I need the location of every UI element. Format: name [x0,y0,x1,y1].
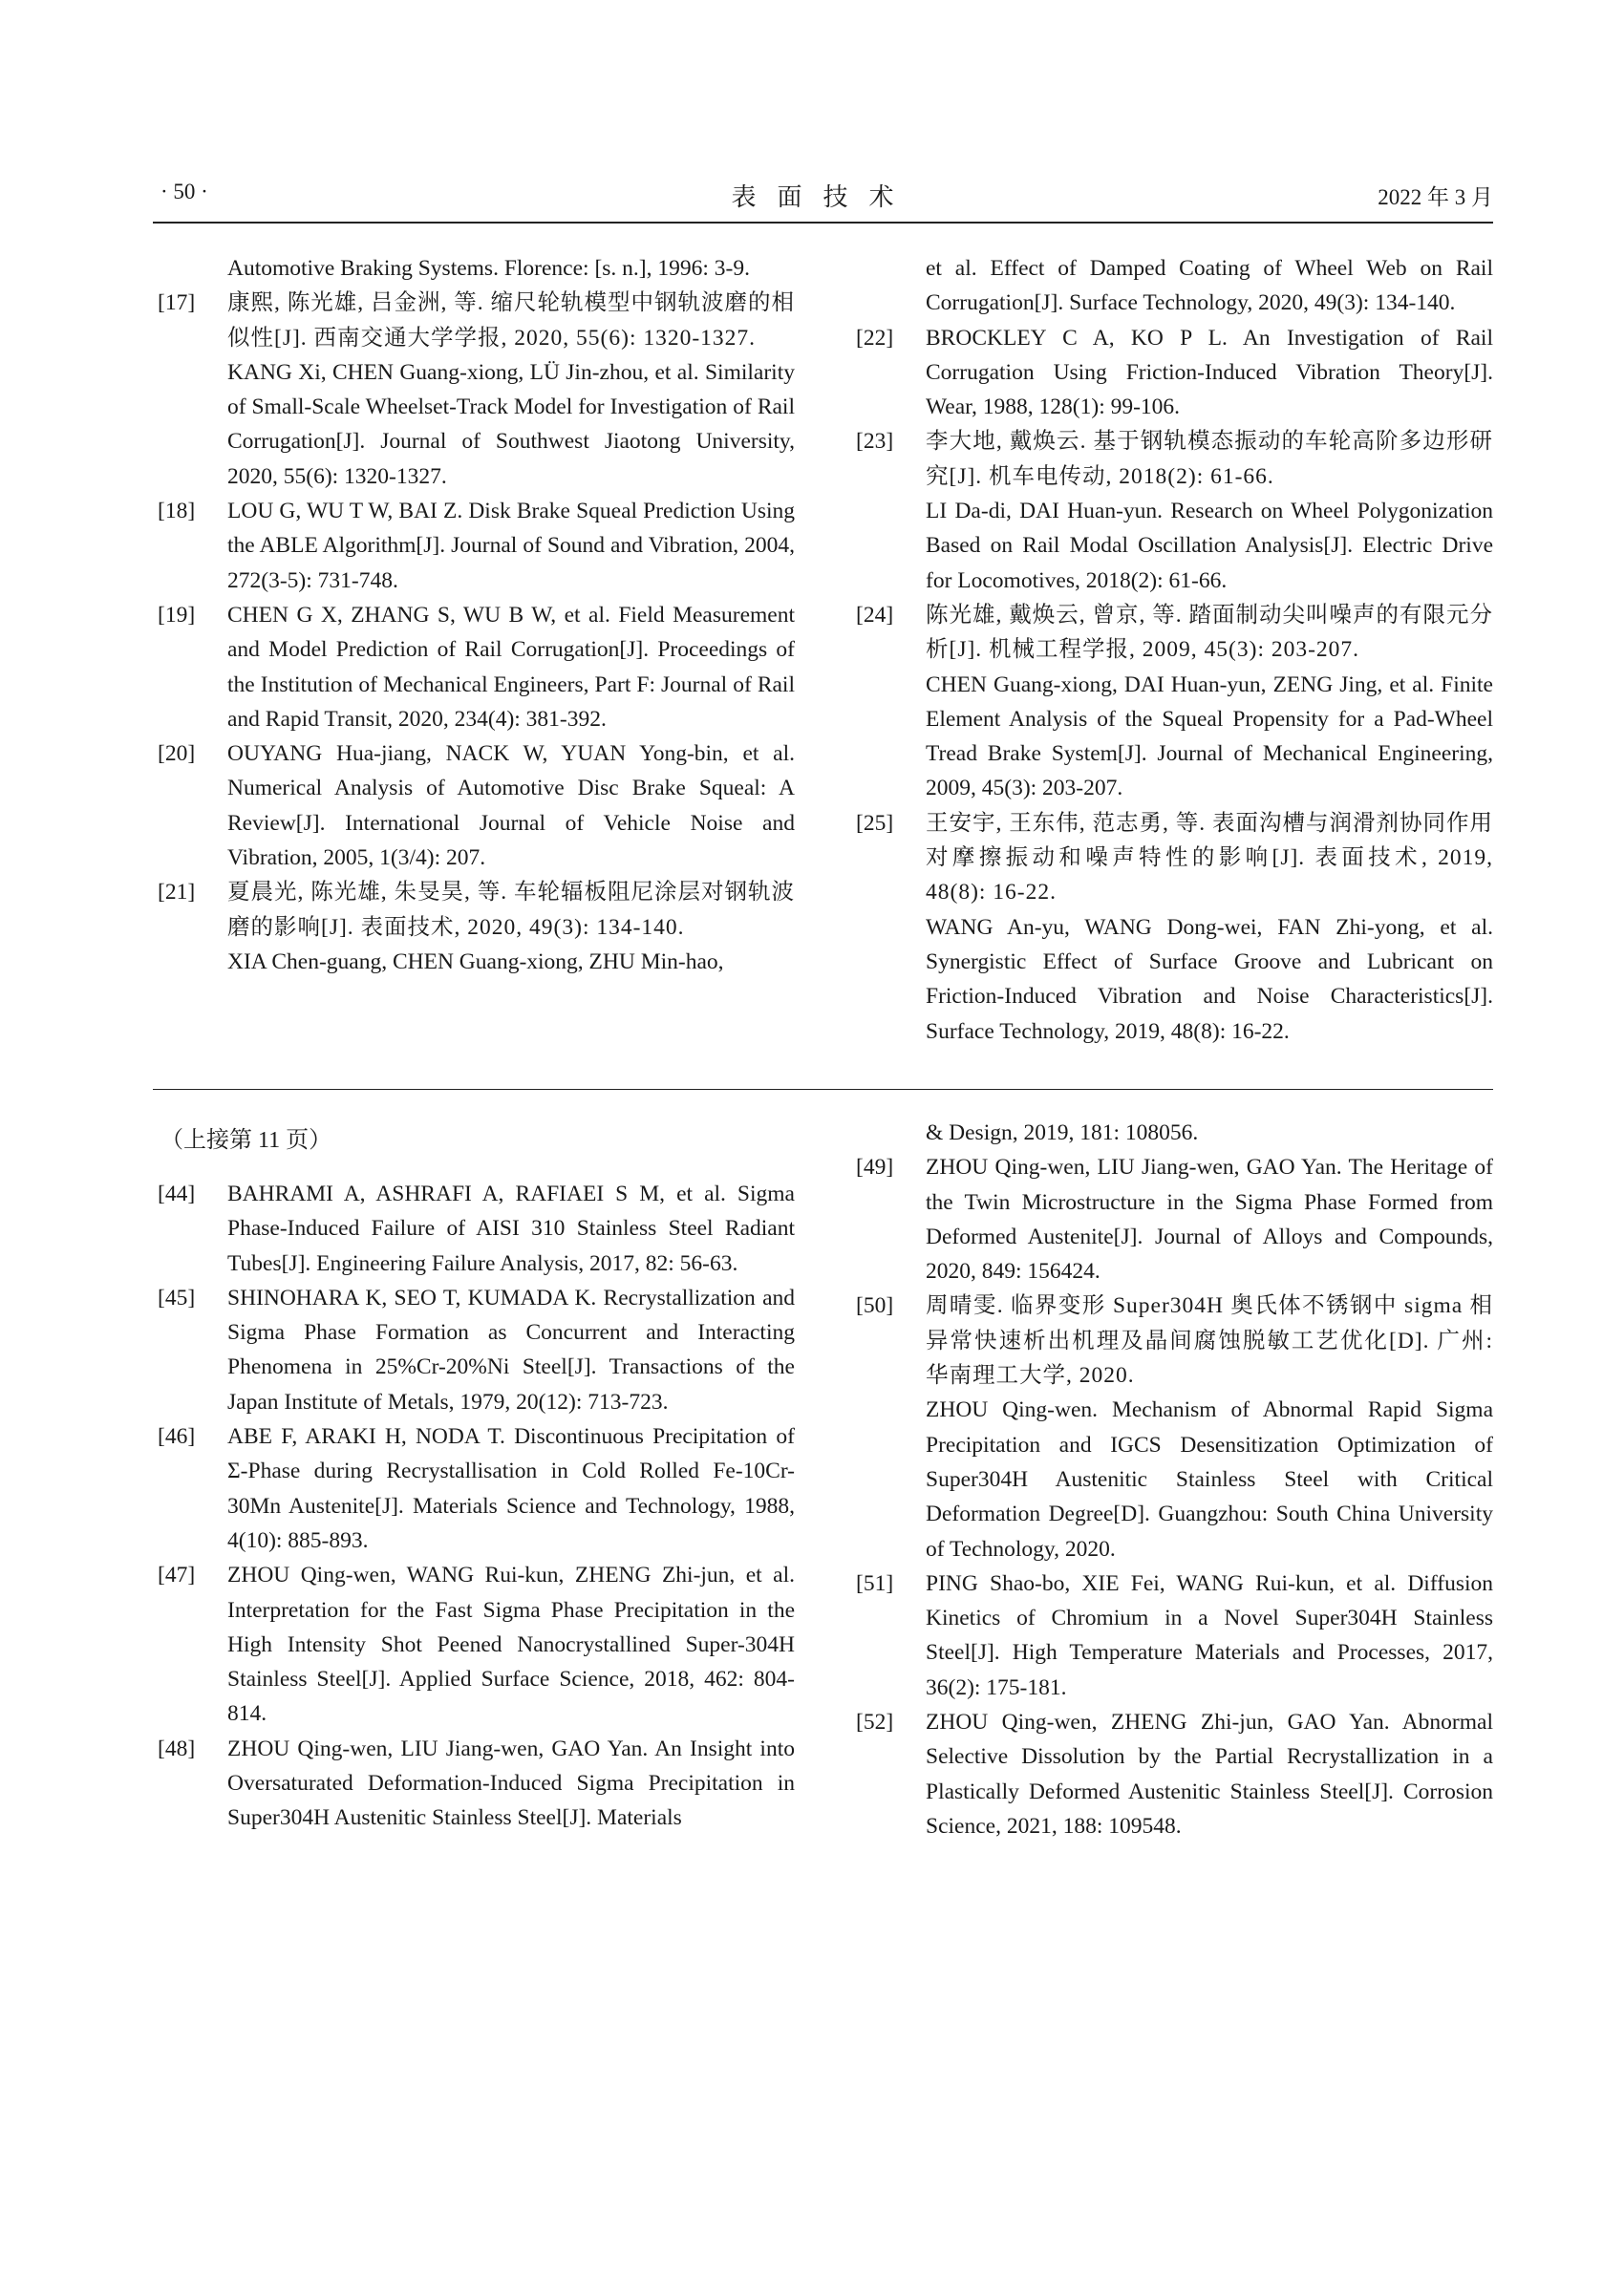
reference-text-english: LI Da-di, DAI Huan-yun. Research on Wheel Polygonization Based on Rail Modal Oscillation Analysis[J]. Electric Drive for Locomotives, 2018(2): 61-66. [926,499,1493,593]
reference-item [851,321,1493,425]
reference-number: [24] [856,602,894,628]
reference-number: [46] [158,1424,196,1450]
reference-item [851,806,1493,1049]
reference-text-english: CHEN G X, ZHANG S, WU B W, et al. Field Measurement and Model Prediction of Rail Corrugation[J]. Proceedings of the Institution of Mechanical Engineers, Part F: Journal of Rail and Rapid Transit, 2020, 234(4): 381-392. [227,602,795,732]
references-top-left [153,251,795,979]
reference-text-chinese: 王安宇, 王东伟, 范志勇, 等. 表面沟槽与润滑剂协同作用对摩擦振动和噪声特性的影响[J]. 表面技术, 2019, 48(8): 16-22. [926,810,1493,906]
reference-text-english: ZHOU Qing-wen, LIU Jiang-wen, GAO Yan. The Heritage of the Twin Microstructure in the Sigma Phase Formed from Deformed Austenite[J]. Journal of Alloys and Compounds, 2020, 849: 156424. [926,1155,1493,1285]
reference-number: [20] [158,741,196,767]
reference-item [153,1177,795,1281]
reference-item [153,1281,795,1419]
running-header [153,178,1493,216]
reference-item [153,286,795,494]
reference-item [153,598,795,736]
reference-number: [18] [158,499,196,524]
reference-item [153,1732,795,1836]
reference-text-english: ZHOU Qing-wen, WANG Rui-kun, ZHENG Zhi-jun, et al. Interpretation for the Fast Sigma Phase Precipitation in the High Intensity Shot Peened Nanocrystallined Super-304H Stainless Steel[J]. Applied Surface Science, 2018, 462: 804-814. [227,1563,795,1727]
reference-text-chinese: 陈光雄, 戴焕云, 曾京, 等. 踏面制动尖叫噪声的有限元分析[J]. 机械工程学报, 2009, 45(3): 203-207. [926,602,1493,663]
references-top-right [851,251,1493,1049]
reference-number: [23] [856,429,894,455]
reference-text-chinese: 李大地, 戴焕云. 基于钢轨模态振动的车轮高阶多边形研究[J]. 机车电传动, 2018(2): 61-66. [926,429,1493,489]
reference-item [851,424,1493,597]
section-divider [153,1089,1493,1090]
reference-number: [25] [856,810,894,836]
reference-text-english: ZHOU Qing-wen, LIU Jiang-wen, GAO Yan. An Insight into Oversaturated Deformation-Induced Sigma Precipitation in Super304H Austenitic Stainless Steel[J]. Materials [227,1736,795,1831]
reference-text-english: PING Shao-bo, XIE Fei, WANG Rui-kun, et al. Diffusion Kinetics of Chromium in a Novel Super304H Stainless Steel[J]. High Temperature Materials and Processes, 2017, 36(2): 175-181. [926,1570,1493,1700]
reference-number: [21] [158,880,196,906]
page-number: · 50 · [160,180,208,203]
reference-item [851,1150,1493,1289]
reference-text-english: ZHOU Qing-wen, ZHENG Zhi-jun, GAO Yan. Abnormal Selective Dissolution by the Partial Recrystallization in a Plastically Deformed Austenitic Stainless Steel[J]. Corrosion Science, 2021, 188: 109548. [926,1710,1493,1839]
reference-item [851,1705,1493,1843]
reference-item [153,494,795,598]
reference-item [153,736,795,875]
reference-text-english: OUYANG Hua-jiang, NACK W, YUAN Yong-bin, et al. Numerical Analysis of Automotive Disc Brake Squeal: A Review[J]. International Journal of Vehicle Noise and Vibration, 2005, 1(3/4): 207. [227,741,795,871]
reference-number: [50] [856,1293,894,1319]
reference-text-english: XIA Chen-guang, CHEN Guang-xiong, ZHU Min-hao, [227,948,724,974]
reference-number: [47] [158,1563,196,1588]
reference-text-chinese: 夏晨光, 陈光雄, 朱旻昊, 等. 车轮辐板阻尼涂层对钢轨波磨的影响[J]. 表面技术, 2020, 49(3): 134-140. [227,880,795,940]
references-bottom-right [851,1116,1493,1843]
reference-text-english: WANG An-yu, WANG Dong-wei, FAN Zhi-yong, et al. Synergistic Effect of Surface Groove and Lubricant on Friction-Induced Vibration and Noise Characteristics[J]. Surface Technology, 2019, 48(8): 16-22. [926,914,1493,1044]
journal-title: 表面技术 [731,183,915,211]
reference-text-english: ZHOU Qing-wen. Mechanism of Abnormal Rapid Sigma Precipitation and IGCS Desensitization Optimization of Super304H Austenitic Stainless Steel with Critical Deformation Degree[D]. Guangzhou: South China University of Technology, 2020. [926,1397,1493,1562]
references-bottom-left [153,1177,795,1836]
header-rule [153,222,1493,224]
reference-number: [51] [856,1570,894,1596]
reference-number: [49] [856,1155,894,1181]
continued-from-label: （上接第 11 页） [160,1128,332,1153]
reference-number: [52] [856,1710,894,1736]
reference-continuation: Automotive Braking Systems. Florence: [s. n.], 1996: 3-9. [227,256,750,281]
reference-item [153,875,795,979]
reference-text-english: CHEN Guang-xiong, DAI Huan-yun, ZENG Jing, et al. Finite Element Analysis of the Squeal Propensity for a Pad-Wheel Tread Brake System[J]. Journal of Mechanical Engineering, 2009, 45(3): 203-207. [926,671,1493,801]
reference-continuation: et al. Effect of Damped Coating of Wheel Web on Rail Corrugation[J]. Surface Technology, 2020, 49(3): 134-140. [926,256,1493,316]
reference-item [851,598,1493,806]
reference-text-english: KANG Xi, CHEN Guang-xiong, LÜ Jin-zhou, et al. Similarity of Small-Scale Wheelset-Track Model for Investigation of Rail Corrugation[J]. Journal of Southwest Jiaotong University, 2020, 55(6): 1320-1327. [227,359,795,489]
reference-item [153,1558,795,1731]
reference-text-chinese: 周晴雯. 临界变形 Super304H 奥氏体不锈钢中 sigma 相异常快速析出机理及晶间腐蚀脱敏工艺优化[D]. 广州: 华南理工大学, 2020. [926,1293,1493,1389]
reference-item [153,1419,795,1558]
reference-text-english: LOU G, WU T W, BAI Z. Disk Brake Squeal Prediction Using the ABLE Algorithm[J]. Journal of Sound and Vibration, 2004, 272(3-5): 731-748. [227,499,795,593]
reference-number: [44] [158,1182,196,1206]
reference-item [851,1566,1493,1705]
reference-number: [45] [158,1285,196,1310]
reference-text-chinese: 康熙, 陈光雄, 吕金洲, 等. 缩尺轮轨模型中钢轨波磨的相似性[J]. 西南交通大学学报, 2020, 55(6): 1320-1327. [227,290,795,351]
reference-number: [48] [158,1736,196,1761]
reference-continuation: & Design, 2019, 181: 108056. [926,1120,1199,1145]
reference-text-english: BAHRAMI A, ASHRAFI A, RAFIAEI S M, et al. Sigma Phase-Induced Failure of AISI 310 Stainless Steel Radiant Tubes[J]. Engineering Failure Analysis, 2017, 82: 56-63. [227,1182,795,1276]
reference-number: [17] [158,290,196,316]
reference-text-english: SHINOHARA K, SEO T, KUMADA K. Recrystallization and Sigma Phase Formation as Concurrent and Interacting Phenomena in 25%Cr-20%Ni Steel[J]. Transactions of the Japan Institute of Metals, 1979, 20(12): 713-723. [227,1285,795,1415]
reference-text-english: BROCKLEY C A, KO P L. An Investigation of Rail Corrugation Using Friction-Induced Vibration Theory[J]. Wear, 1988, 128(1): 99-106. [926,325,1493,420]
reference-item [851,1289,1493,1566]
reference-text-english: ABE F, ARAKI H, NODA T. Discontinuous Precipitation of Σ-Phase during Recrystallisation in Cold Rolled Fe-10Cr-30Mn Austenite[J]. Materials Science and Technology, 1988, 4(10): 885-893. [227,1424,795,1553]
issue-date: 2022 年 3 月 [1378,185,1493,209]
reference-number: [19] [158,602,196,628]
reference-number: [22] [856,325,894,351]
